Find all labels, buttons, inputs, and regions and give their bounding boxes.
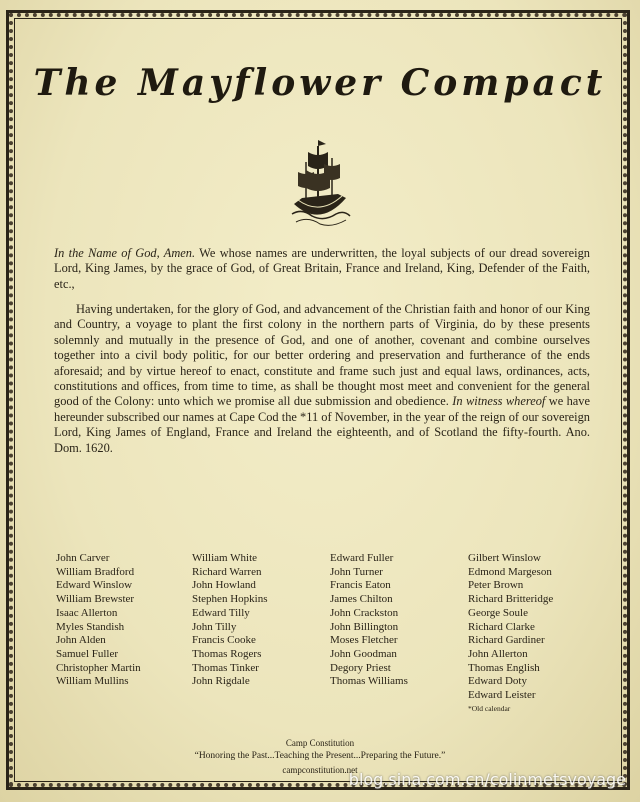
main-text-part2: we have hereunder subscribed our names at Cape Cod the *11 of November, in the year of the reign of our sovereign Lord, King James of England, France and Ireland the eighteenth, and of Scotland the fifty-fourth. Ano. Dom. 1620. <box>54 394 590 455</box>
signers-column-3 <box>330 552 408 689</box>
signer-name: Edward Doty <box>468 675 527 688</box>
signer-name: Christopher Martin <box>56 661 141 674</box>
signer-name: Francis Cooke <box>192 634 256 647</box>
signer-name: William White <box>192 552 258 564</box>
signer-name: John Goodman <box>330 647 397 660</box>
witness-phrase: In witness whereof <box>452 394 546 409</box>
signer-name: George Soule <box>468 606 528 619</box>
signer-name: Isaac Allerton <box>56 606 118 619</box>
signer-name: Peter Brown <box>468 579 524 592</box>
signer-name: William Bradford <box>56 565 135 578</box>
footnote: *Old calendar <box>468 704 511 713</box>
signer-name: John Tilly <box>192 620 237 633</box>
signer-name: John Carver <box>56 552 110 564</box>
signer-name: Edward Winslow <box>56 579 133 592</box>
signer-name: Gilbert Winslow <box>468 552 541 564</box>
signer-name: James Chilton <box>330 593 393 606</box>
document-title: The Mayflower Compact <box>33 62 607 104</box>
signer-name: Stephen Hopkins <box>192 593 268 606</box>
signer-name: Degory Priest <box>330 661 391 674</box>
signer-name: Francis Eaton <box>330 579 391 592</box>
signers-column-4 <box>468 552 553 703</box>
signer-name: Thomas Tinker <box>192 661 259 674</box>
main-text-part1: Having undertaken, for the glory of God, and advancement of the Christian faith and honor of our King and Country, a voyage to plant the first colony in the northern parts of Virginia, do by these presents solemnly and mutually in the presence of God, and one of another, covenant and combine ourselves together into a civil body politic, for our better ordering and preservation and furtherance of the ends aforesaid; and by virtue hereof to enact, constitute and frame such just and equal laws, ordinances, acts, constitutions and offices, from time to time, as shall be thought most meet and convenient for the general good of the Colony: unto which we promise all due submission and obedience. <box>54 302 590 409</box>
footer-org: Camp Constitution <box>285 738 355 748</box>
signer-name: John Alden <box>56 634 106 647</box>
signer-name: John Crackston <box>330 606 399 619</box>
signer-name: Edward Tilly <box>192 606 250 619</box>
signer-name: Thomas English <box>468 661 540 674</box>
opening-paragraph <box>54 246 590 292</box>
main-paragraph <box>54 302 590 456</box>
signer-name: Thomas Rogers <box>192 647 262 660</box>
signer-name: John Billington <box>330 620 399 633</box>
signer-name: Richard Clarke <box>468 620 535 633</box>
signer-name: John Howland <box>192 579 256 592</box>
signer-name: Richard Gardiner <box>468 634 545 647</box>
footer-motto: “Honoring the Past...Teaching the Present...Preparing the Future.” <box>194 751 446 761</box>
signer-name: Edward Leister <box>468 689 536 702</box>
signer-name: Moses Fletcher <box>330 634 398 647</box>
signer-name: John Turner <box>330 565 383 578</box>
signer-name: Myles Standish <box>56 620 125 633</box>
signer-name: John Rigdale <box>192 675 250 688</box>
signers-column-2 <box>192 552 267 689</box>
invocation: In the Name of God, Amen. <box>54 246 196 260</box>
signer-name: Richard Warren <box>192 565 262 578</box>
footer-url: campconstitution.net <box>282 765 358 775</box>
watermark: blog.sina.com.cn/colinmetsvoyage <box>348 770 626 789</box>
ship-illustration <box>288 136 352 232</box>
opening-text: We whose names are underwritten, the loyal subjects of our dread sovereign Lord, King James, by the grace of God, of Great Britain, France and Ireland, King, Defender of the Faith, etc., <box>54 246 591 291</box>
signers-column-1 <box>56 552 141 689</box>
signer-name: Edward Fuller <box>330 552 394 564</box>
signer-name: Richard Britteridge <box>468 593 554 606</box>
signer-name: Edmond Margeson <box>468 565 552 578</box>
signer-name: William Mullins <box>56 675 129 688</box>
signer-name: Thomas Williams <box>330 675 408 688</box>
signer-name: Samuel Fuller <box>56 647 119 660</box>
signer-name: John Allerton <box>468 647 528 660</box>
signer-name: William Brewster <box>56 593 135 606</box>
